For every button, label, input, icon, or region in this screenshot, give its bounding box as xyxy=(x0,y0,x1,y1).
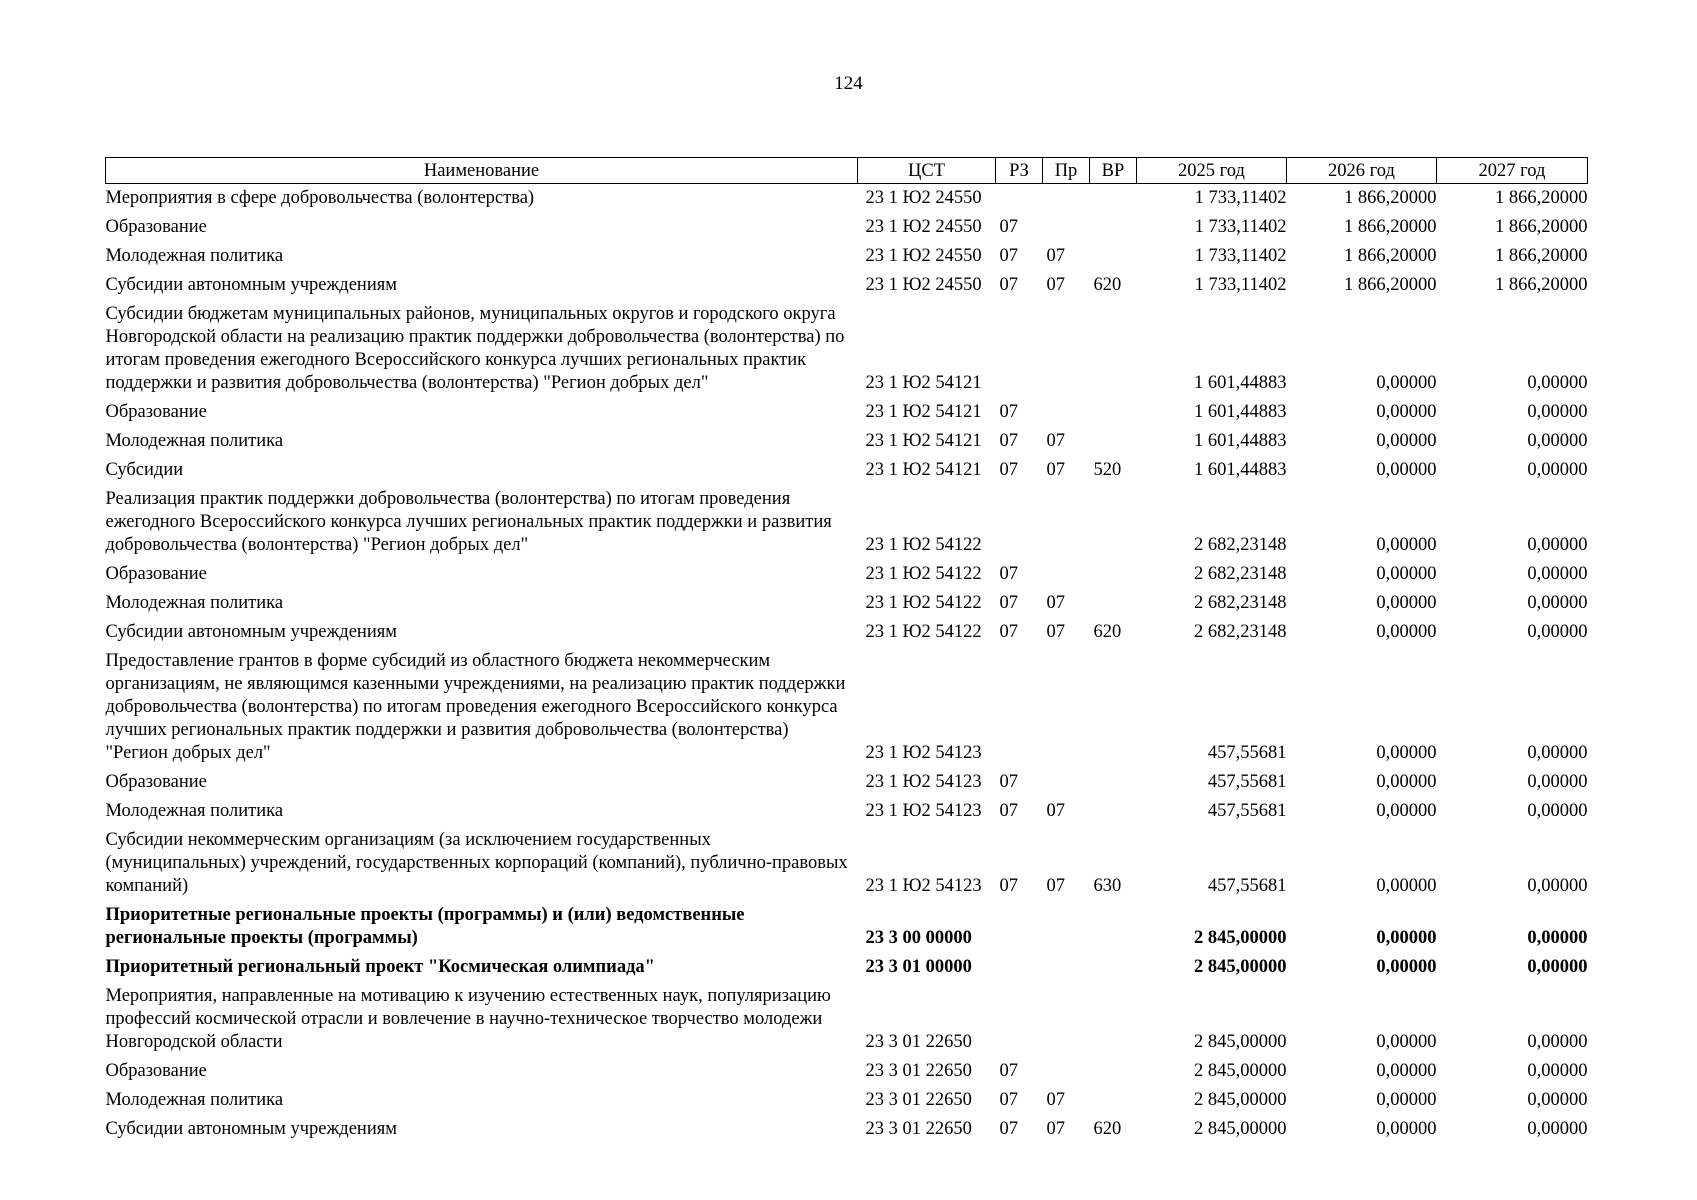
cell-rz: 07 xyxy=(999,593,1018,613)
header-2027: 2027 год xyxy=(1437,158,1588,184)
cell-2026: 0,00000 xyxy=(1376,801,1437,821)
cell-cst: 23 3 01 00000 xyxy=(865,957,972,977)
table-row xyxy=(106,797,1588,826)
cell-2027: 0,00000 xyxy=(1527,460,1588,480)
cell-2027: 0,00000 xyxy=(1527,928,1588,948)
cell-cst: 23 1 Ю2 24550 xyxy=(865,246,982,266)
cell-2027: 0,00000 xyxy=(1527,743,1588,763)
header-name: Наименование xyxy=(106,158,858,184)
cell-2025: 1 601,44883 xyxy=(1194,373,1287,393)
table-row xyxy=(106,485,1588,560)
cell-pr xyxy=(1043,184,1090,214)
cell-name: Мероприятия, направленные на мотивацию к изучению естественных наук, популяризацию профессий космической отрасли и вовлечение в научно-техническое творчество молодежи Новгородской области xyxy=(105,986,831,1052)
cell-2025: 1 733,11402 xyxy=(1194,246,1287,266)
cell-pr: 07 xyxy=(1046,1090,1065,1110)
cell-2027: 0,00000 xyxy=(1527,535,1588,555)
cell-cst: 23 1 Ю2 54123 xyxy=(865,743,982,763)
cell-cst: 23 1 Ю2 54122 xyxy=(865,535,982,555)
cell-2025: 457,55681 xyxy=(1207,876,1287,896)
cell-2026: 0,00000 xyxy=(1376,564,1437,584)
page-number: 124 xyxy=(834,73,863,94)
cell-cst: 23 3 01 22650 xyxy=(865,1119,972,1139)
cell-2025: 457,55681 xyxy=(1207,801,1287,821)
cell-name: Молодежная политика xyxy=(105,801,284,821)
cell-name: Образование xyxy=(105,772,207,792)
cell-name: Субсидии автономным учреждениям xyxy=(105,1119,397,1139)
cell-cst: 23 1 Ю2 54122 xyxy=(865,564,982,584)
cell-rz: 07 xyxy=(999,1061,1018,1081)
cell-vr xyxy=(1090,1057,1137,1086)
cell-2025: 1 601,44883 xyxy=(1194,431,1287,451)
cell-2025: 2 845,00000 xyxy=(1194,1061,1287,1081)
cell-pr xyxy=(1043,300,1090,398)
cell-2026: 0,00000 xyxy=(1376,957,1437,977)
cell-pr xyxy=(1043,485,1090,560)
header-2025: 2025 год xyxy=(1137,158,1287,184)
cell-2026: 0,00000 xyxy=(1376,1090,1437,1110)
cell-pr xyxy=(1043,901,1090,953)
cell-cst: 23 1 Ю2 54122 xyxy=(865,622,982,642)
cell-rz: 07 xyxy=(999,431,1018,451)
cell-2026: 0,00000 xyxy=(1376,460,1437,480)
cell-rz xyxy=(996,184,1043,214)
cell-2025: 2 845,00000 xyxy=(1194,1090,1287,1110)
table-row xyxy=(106,953,1588,982)
cell-cst: 23 3 01 22650 xyxy=(865,1090,972,1110)
cell-pr xyxy=(1043,213,1090,242)
cell-cst: 23 1 Ю2 54121 xyxy=(865,373,982,393)
cell-cst: 23 1 Ю2 24550 xyxy=(865,275,982,295)
cell-cst: 23 1 Ю2 54122 xyxy=(865,593,982,613)
cell-rz: 07 xyxy=(999,1119,1018,1139)
cell-rz: 07 xyxy=(999,801,1018,821)
cell-2027: 1 866,20000 xyxy=(1495,246,1588,266)
cell-vr xyxy=(1090,589,1137,618)
cell-2025: 1 733,11402 xyxy=(1194,217,1287,237)
cell-2025: 1 601,44883 xyxy=(1194,460,1287,480)
cell-cst: 23 1 Ю2 54121 xyxy=(865,431,982,451)
cell-vr xyxy=(1090,768,1137,797)
cell-name: Образование xyxy=(105,217,207,237)
cell-2026: 0,00000 xyxy=(1376,431,1437,451)
cell-cst: 23 3 01 22650 xyxy=(865,1061,972,1081)
cell-rz: 07 xyxy=(999,275,1018,295)
cell-2026: 0,00000 xyxy=(1376,593,1437,613)
cell-vr xyxy=(1090,485,1137,560)
table-row xyxy=(106,618,1588,647)
cell-2025: 2 845,00000 xyxy=(1194,1032,1287,1052)
cell-vr xyxy=(1090,242,1137,271)
cell-2027: 0,00000 xyxy=(1527,1061,1588,1081)
cell-rz xyxy=(996,485,1043,560)
cell-cst: 23 1 Ю2 54123 xyxy=(865,772,982,792)
cell-pr xyxy=(1043,398,1090,427)
cell-name: Субсидии автономным учреждениям xyxy=(105,275,397,295)
table-row xyxy=(106,982,1588,1057)
cell-2027: 0,00000 xyxy=(1527,564,1588,584)
cell-pr xyxy=(1043,768,1090,797)
table-row xyxy=(106,768,1588,797)
cell-2027: 0,00000 xyxy=(1527,622,1588,642)
table-row xyxy=(106,456,1588,485)
cell-pr: 07 xyxy=(1046,275,1065,295)
cell-rz: 07 xyxy=(999,460,1018,480)
cell-2026: 0,00000 xyxy=(1376,622,1437,642)
cell-rz: 07 xyxy=(999,876,1018,896)
cell-cst: 23 1 Ю2 54123 xyxy=(865,876,982,896)
cell-cst: 23 1 Ю2 24550 xyxy=(865,217,982,237)
cell-vr xyxy=(1090,982,1137,1057)
cell-cst: 23 1 Ю2 54121 xyxy=(865,402,982,422)
cell-2026: 0,00000 xyxy=(1376,876,1437,896)
table-row xyxy=(106,1057,1588,1086)
cell-pr xyxy=(1043,982,1090,1057)
cell-name: Молодежная политика xyxy=(105,1090,284,1110)
cell-2025: 1 733,11402 xyxy=(1194,275,1287,295)
table-row xyxy=(106,271,1588,300)
cell-2025: 457,55681 xyxy=(1207,743,1287,763)
cell-vr xyxy=(1090,427,1137,456)
table-row xyxy=(106,213,1588,242)
cell-2027: 1 866,20000 xyxy=(1495,217,1588,237)
header-rz: РЗ xyxy=(996,158,1043,184)
cell-vr xyxy=(1090,213,1137,242)
cell-pr xyxy=(1043,953,1090,982)
cell-2026: 1 866,20000 xyxy=(1344,188,1437,208)
cell-vr xyxy=(1090,300,1137,398)
cell-pr: 07 xyxy=(1046,801,1065,821)
cell-2025: 2 845,00000 xyxy=(1194,957,1287,977)
cell-cst: 23 1 Ю2 54121 xyxy=(865,460,982,480)
table-header xyxy=(106,158,1588,184)
cell-2025: 2 682,23148 xyxy=(1194,593,1287,613)
cell-2027: 0,00000 xyxy=(1527,801,1588,821)
cell-name: Приоритетный региональный проект "Космическая олимпиада" xyxy=(105,957,655,977)
cell-cst: 23 3 01 22650 xyxy=(865,1032,972,1052)
cell-2027: 0,00000 xyxy=(1527,402,1588,422)
table-row xyxy=(106,1086,1588,1115)
cell-rz: 07 xyxy=(999,564,1018,584)
cell-2026: 0,00000 xyxy=(1376,1061,1437,1081)
cell-cst: 23 3 00 00000 xyxy=(865,928,972,948)
cell-pr: 07 xyxy=(1046,622,1065,642)
cell-name: Предоставление грантов в форме субсидий из областного бюджета некоммерческим организациям, не являющимся казенными учреждениями, на реализацию практик поддержки добровольчества (волонтерства) по итогам проведения ежегодного Всероссийского конкурса лучших региональных практик поддержки и развития добровольчества (волонтерства) "Регион добрых дел" xyxy=(105,651,846,763)
table-row xyxy=(106,647,1588,768)
cell-pr xyxy=(1043,560,1090,589)
cell-vr: 620 xyxy=(1093,622,1122,642)
table-row xyxy=(106,184,1588,214)
budget-table xyxy=(105,157,1588,1144)
cell-2027: 0,00000 xyxy=(1527,1090,1588,1110)
cell-rz xyxy=(996,953,1043,982)
cell-2027: 0,00000 xyxy=(1527,1119,1588,1139)
cell-2026: 1 866,20000 xyxy=(1344,275,1437,295)
table-row xyxy=(106,1115,1588,1144)
header-cst: ЦСТ xyxy=(858,158,996,184)
cell-vr xyxy=(1090,647,1137,768)
table-row xyxy=(106,901,1588,953)
cell-name: Образование xyxy=(105,564,207,584)
cell-rz: 07 xyxy=(999,622,1018,642)
cell-vr xyxy=(1090,901,1137,953)
table-body xyxy=(106,184,1588,1145)
cell-name: Реализация практик поддержки добровольчества (волонтерства) по итогам проведения ежегодного Всероссийского конкурса лучших региональных практик поддержки и развития добровольчества (волонтерства) "Регион добрых дел" xyxy=(105,489,832,555)
cell-name: Образование xyxy=(105,1061,207,1081)
cell-vr: 630 xyxy=(1093,876,1122,896)
cell-pr: 07 xyxy=(1046,1119,1065,1139)
cell-pr: 07 xyxy=(1046,460,1065,480)
cell-2027: 0,00000 xyxy=(1527,431,1588,451)
cell-vr: 620 xyxy=(1093,275,1122,295)
cell-2027: 1 866,20000 xyxy=(1495,188,1588,208)
cell-vr xyxy=(1090,560,1137,589)
cell-2025: 457,55681 xyxy=(1207,772,1287,792)
cell-rz: 07 xyxy=(999,402,1018,422)
cell-2026: 0,00000 xyxy=(1376,1032,1437,1052)
cell-2025: 2 682,23148 xyxy=(1194,535,1287,555)
cell-vr xyxy=(1090,1086,1137,1115)
cell-name: Молодежная политика xyxy=(105,593,284,613)
header-row xyxy=(106,158,1588,184)
cell-2025: 2 845,00000 xyxy=(1194,1119,1287,1139)
cell-2025: 2 845,00000 xyxy=(1194,928,1287,948)
cell-2027: 1 866,20000 xyxy=(1495,275,1588,295)
cell-2026: 0,00000 xyxy=(1376,373,1437,393)
cell-2026: 0,00000 xyxy=(1376,1119,1437,1139)
table-row xyxy=(106,826,1588,901)
cell-2025: 1 733,11402 xyxy=(1194,188,1287,208)
cell-name: Молодежная политика xyxy=(105,246,284,266)
header-vr: ВР xyxy=(1090,158,1137,184)
cell-rz: 07 xyxy=(999,217,1018,237)
cell-vr xyxy=(1090,398,1137,427)
cell-2026: 0,00000 xyxy=(1376,772,1437,792)
cell-pr: 07 xyxy=(1046,246,1065,266)
cell-2026: 0,00000 xyxy=(1376,928,1437,948)
cell-2027: 0,00000 xyxy=(1527,957,1588,977)
cell-pr: 07 xyxy=(1046,876,1065,896)
cell-2027: 0,00000 xyxy=(1527,373,1588,393)
cell-rz xyxy=(996,901,1043,953)
cell-cst: 23 1 Ю2 54123 xyxy=(865,801,982,821)
cell-rz: 07 xyxy=(999,772,1018,792)
cell-name: Молодежная политика xyxy=(105,431,284,451)
cell-pr xyxy=(1043,647,1090,768)
table-row xyxy=(106,398,1588,427)
cell-cst: 23 1 Ю2 24550 xyxy=(865,188,982,208)
table-row xyxy=(106,589,1588,618)
cell-pr: 07 xyxy=(1046,431,1065,451)
cell-vr xyxy=(1090,184,1137,214)
cell-2027: 0,00000 xyxy=(1527,593,1588,613)
cell-rz xyxy=(996,300,1043,398)
cell-2025: 2 682,23148 xyxy=(1194,564,1287,584)
cell-vr: 520 xyxy=(1093,460,1122,480)
cell-vr xyxy=(1090,953,1137,982)
cell-2027: 0,00000 xyxy=(1527,1032,1588,1052)
cell-rz xyxy=(996,982,1043,1057)
cell-pr: 07 xyxy=(1046,593,1065,613)
table-row xyxy=(106,300,1588,398)
cell-vr xyxy=(1090,797,1137,826)
cell-name: Субсидии автономным учреждениям xyxy=(105,622,397,642)
cell-name: Приоритетные региональные проекты (программы) и (или) ведомственные региональные проекты (программы) xyxy=(105,905,745,948)
table-row xyxy=(106,242,1588,271)
cell-name: Субсидии бюджетам муниципальных районов, муниципальных округов и городского округа Новгородской области на реализацию практик поддержки добровольчества (волонтерства) по итогам проведения ежегодного Всероссийского конкурса лучших региональных практик поддержки и развития добровольчества (волонтерства) "Регион добрых дел" xyxy=(105,304,845,393)
cell-2027: 0,00000 xyxy=(1527,876,1588,896)
header-pr: Пр xyxy=(1043,158,1090,184)
cell-rz xyxy=(996,647,1043,768)
cell-2027: 0,00000 xyxy=(1527,772,1588,792)
cell-pr xyxy=(1043,1057,1090,1086)
cell-rz: 07 xyxy=(999,1090,1018,1110)
table-row xyxy=(106,560,1588,589)
cell-name: Субсидии некоммерческим организациям (за исключением государственных (муниципальных) учреждений, государственных корпораций (компаний), публично-правовых компаний) xyxy=(105,830,848,896)
cell-rz: 07 xyxy=(999,246,1018,266)
cell-2025: 2 682,23148 xyxy=(1194,622,1287,642)
cell-name: Образование xyxy=(105,402,207,422)
cell-2026: 0,00000 xyxy=(1376,402,1437,422)
cell-vr: 620 xyxy=(1093,1119,1122,1139)
cell-2026: 0,00000 xyxy=(1376,535,1437,555)
cell-name: Субсидии xyxy=(105,460,184,480)
table-row xyxy=(106,427,1588,456)
header-2026: 2026 год xyxy=(1287,158,1437,184)
cell-2026: 1 866,20000 xyxy=(1344,246,1437,266)
cell-2026: 1 866,20000 xyxy=(1344,217,1437,237)
cell-name: Мероприятия в сфере добровольчества (волонтерства) xyxy=(105,188,535,208)
cell-2025: 1 601,44883 xyxy=(1194,402,1287,422)
cell-2026: 0,00000 xyxy=(1376,743,1437,763)
